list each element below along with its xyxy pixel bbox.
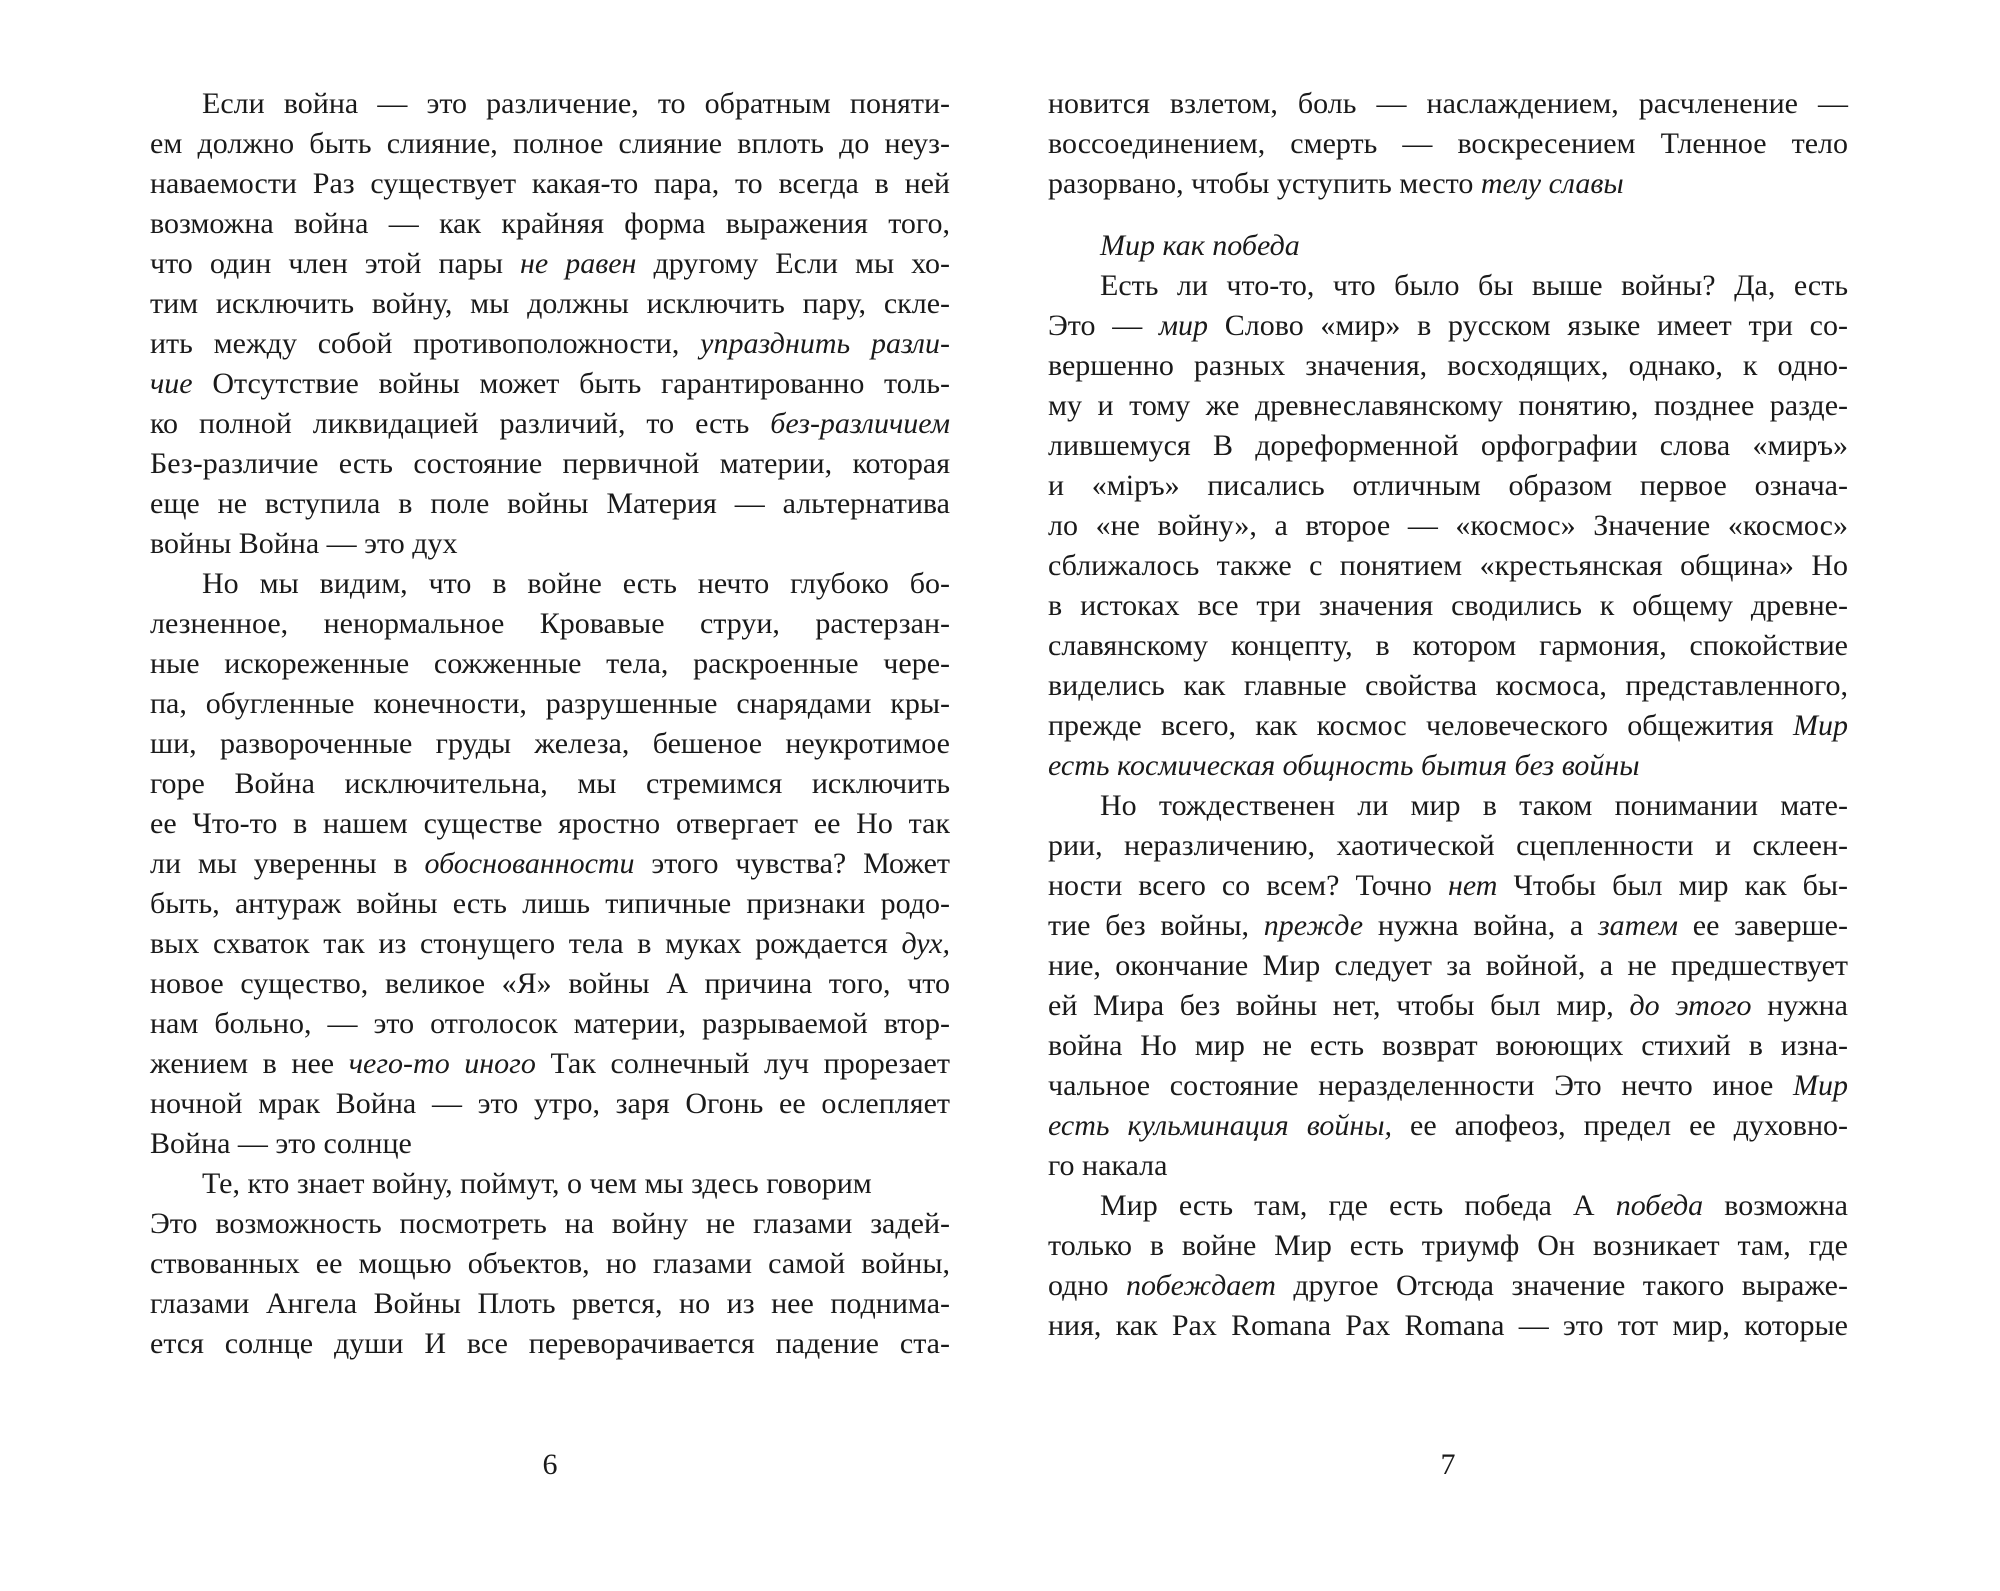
text-line: возможна война — как крайняя форма выражения того,: [150, 207, 950, 240]
text-line: Война — это солнце: [150, 1127, 412, 1160]
text-line: Это — мир Слово «мир» в русском языке имеет три со-: [1048, 309, 1848, 342]
text-line: жением в нее чего-то иного Так солнечный луч прорезает: [150, 1047, 950, 1080]
text-line: разорвано, чтобы уступить место телу славы: [1048, 167, 1624, 200]
text-line: Это возможность посмотреть на войну не глазами задей-: [150, 1207, 950, 1240]
text-line: тим исключить войну, мы должны исключить пару, скле-: [150, 287, 950, 320]
text-line: новится взлетом, боль — наслаждением, расчленение —: [1048, 87, 1848, 120]
text-line: только в войне Мир есть триумф Он возникает там, где: [1048, 1229, 1848, 1262]
text-line: ние, окончание Мир следует за войной, а не предшествует: [1048, 949, 1848, 982]
text-line: ло «не войну», а второе — «космос» Значение «космос»: [1048, 509, 1848, 542]
text-line: вых схваток так из стонущего тела в муках рождается дух,: [150, 927, 950, 960]
section-heading: Мир как победа: [1100, 229, 1300, 262]
text-line: ствованных ее мощью объектов, но глазами самой войны,: [150, 1247, 950, 1280]
text-line: Но тождественен ли мир в таком понимании мате-: [1100, 789, 1848, 822]
text-line: что один член этой пары не равен другому Если мы хо-: [150, 247, 950, 280]
text-line: новое существо, великое «Я» войны А причина того, что: [150, 967, 950, 1000]
text-line: нам больно, — это отголосок материи, разрываемой втор-: [150, 1007, 950, 1040]
text-line: есть кульминация войны, ее апофеоз, предел ее духовно-: [1048, 1109, 1848, 1142]
text-line: есть космическая общность бытия без войны: [1048, 749, 1640, 782]
text-line: в истоках все три значения сводились к общему древне-: [1048, 589, 1848, 622]
text-line: быть, антураж войны есть лишь типичные признаки родо-: [150, 887, 950, 920]
text-line: Мир есть там, где есть победа А победа возможна: [1100, 1189, 1848, 1222]
right-page: [1048, 84, 1848, 1346]
text-line: чие Отсутствие войны может быть гарантированно толь-: [150, 367, 950, 400]
text-line: еще не вступила в поле войны Материя — альтернатива: [150, 487, 950, 520]
text-line: Но мы видим, что в войне есть нечто глубоко бо-: [202, 567, 950, 600]
page-number-left: 6: [542, 1448, 558, 1481]
text-line: Без-различие есть состояние первичной материи, которая: [150, 447, 950, 480]
text-line: одно побеждает другое Отсюда значение такого выраже-: [1048, 1269, 1848, 1302]
text-line: ется солнце души И все переворачивается падение ста-: [150, 1327, 950, 1360]
text-line: ности всего со всем? Точно нет Чтобы был мир как бы-: [1048, 869, 1848, 902]
text-line: виделись как главные свойства космоса, представленного,: [1048, 669, 1848, 702]
text-line: война Но мир не есть возврат воюющих стихий в изна-: [1048, 1029, 1848, 1062]
text-line: Есть ли что-то, что было бы выше войны? Да, есть: [1100, 269, 1848, 302]
text-line: ли мы уверенны в обоснованности этого чувства? Может: [150, 847, 951, 880]
text-line: прежде всего, как космос человеческого общежития Мир: [1048, 709, 1848, 742]
page-number-right: 7: [1440, 1448, 1456, 1481]
text-line: ей Мира без войны нет, чтобы был мир, до этого нужна: [1048, 989, 1848, 1022]
text-line: воссоединением, смерть — воскресением Тленное тело: [1048, 127, 1848, 160]
left-page: [150, 84, 950, 1364]
text-line: тие без войны, прежде нужна война, а затем ее заверше-: [1048, 909, 1848, 942]
text-line: и «мiръ» писались отличным образом первое означа-: [1048, 469, 1848, 502]
text-line: ить между собой противоположности, упразднить разли-: [150, 327, 951, 360]
text-line: горе Война исключительна, мы стремимся исключить: [150, 767, 950, 800]
text-line: го накала: [1048, 1149, 1168, 1182]
text-line: ния, как Pax Romana Pax Romana — это тот мир, которые: [1048, 1309, 1848, 1342]
text-line: сближалось также с понятием «крестьянская община» Но: [1048, 549, 1848, 582]
text-line: Те, кто знает войну, поймут, о чем мы здесь говорим: [202, 1167, 872, 1200]
text-line: рии, неразличению, хаотической сцепленности и склеен-: [1048, 829, 1848, 862]
text-line: ко полной ликвидацией различий, то есть без-различием: [150, 407, 950, 440]
text-line: ные искореженные сожженные тела, раскроенные чере-: [150, 647, 950, 680]
text-line: глазами Ангела Войны Плоть рвется, но из нее поднима-: [150, 1287, 950, 1320]
text-line: му и тому же древнеславянскому понятию, позднее разде-: [1048, 389, 1848, 422]
text-line: вершенно разных значения, восходящих, однако, к одно-: [1048, 349, 1848, 382]
text-line: Если война — это различение, то обратным поняти-: [202, 87, 950, 120]
text-line: наваемости Раз существует какая-то пара, то всегда в ней: [150, 167, 950, 200]
text-line: чальное состояние неразделенности Это нечто иное Мир: [1048, 1069, 1848, 1102]
text-line: славянскому концепту, в котором гармония, спокойствие: [1048, 629, 1848, 662]
text-line: войны Война — это дух: [150, 527, 458, 560]
text-line: ши, развороченные груды железа, бешеное неукротимое: [150, 727, 950, 760]
text-line: ее Что-то в нашем существе яростно отвергает ее Но так: [150, 807, 950, 840]
text-line: ночной мрак Война — это утро, заря Огонь ее ослепляет: [150, 1087, 950, 1120]
text-line: ем должно быть слияние, полное слияние вплоть до неуз-: [150, 127, 950, 160]
text-line: па, обугленные конечности, разрушенные снарядами кры-: [150, 687, 950, 720]
text-line: лившемуся В дореформенной орфографии слова «миръ»: [1048, 429, 1848, 462]
text-line: лезненное, ненормальное Кровавые струи, растерзан-: [150, 607, 950, 640]
